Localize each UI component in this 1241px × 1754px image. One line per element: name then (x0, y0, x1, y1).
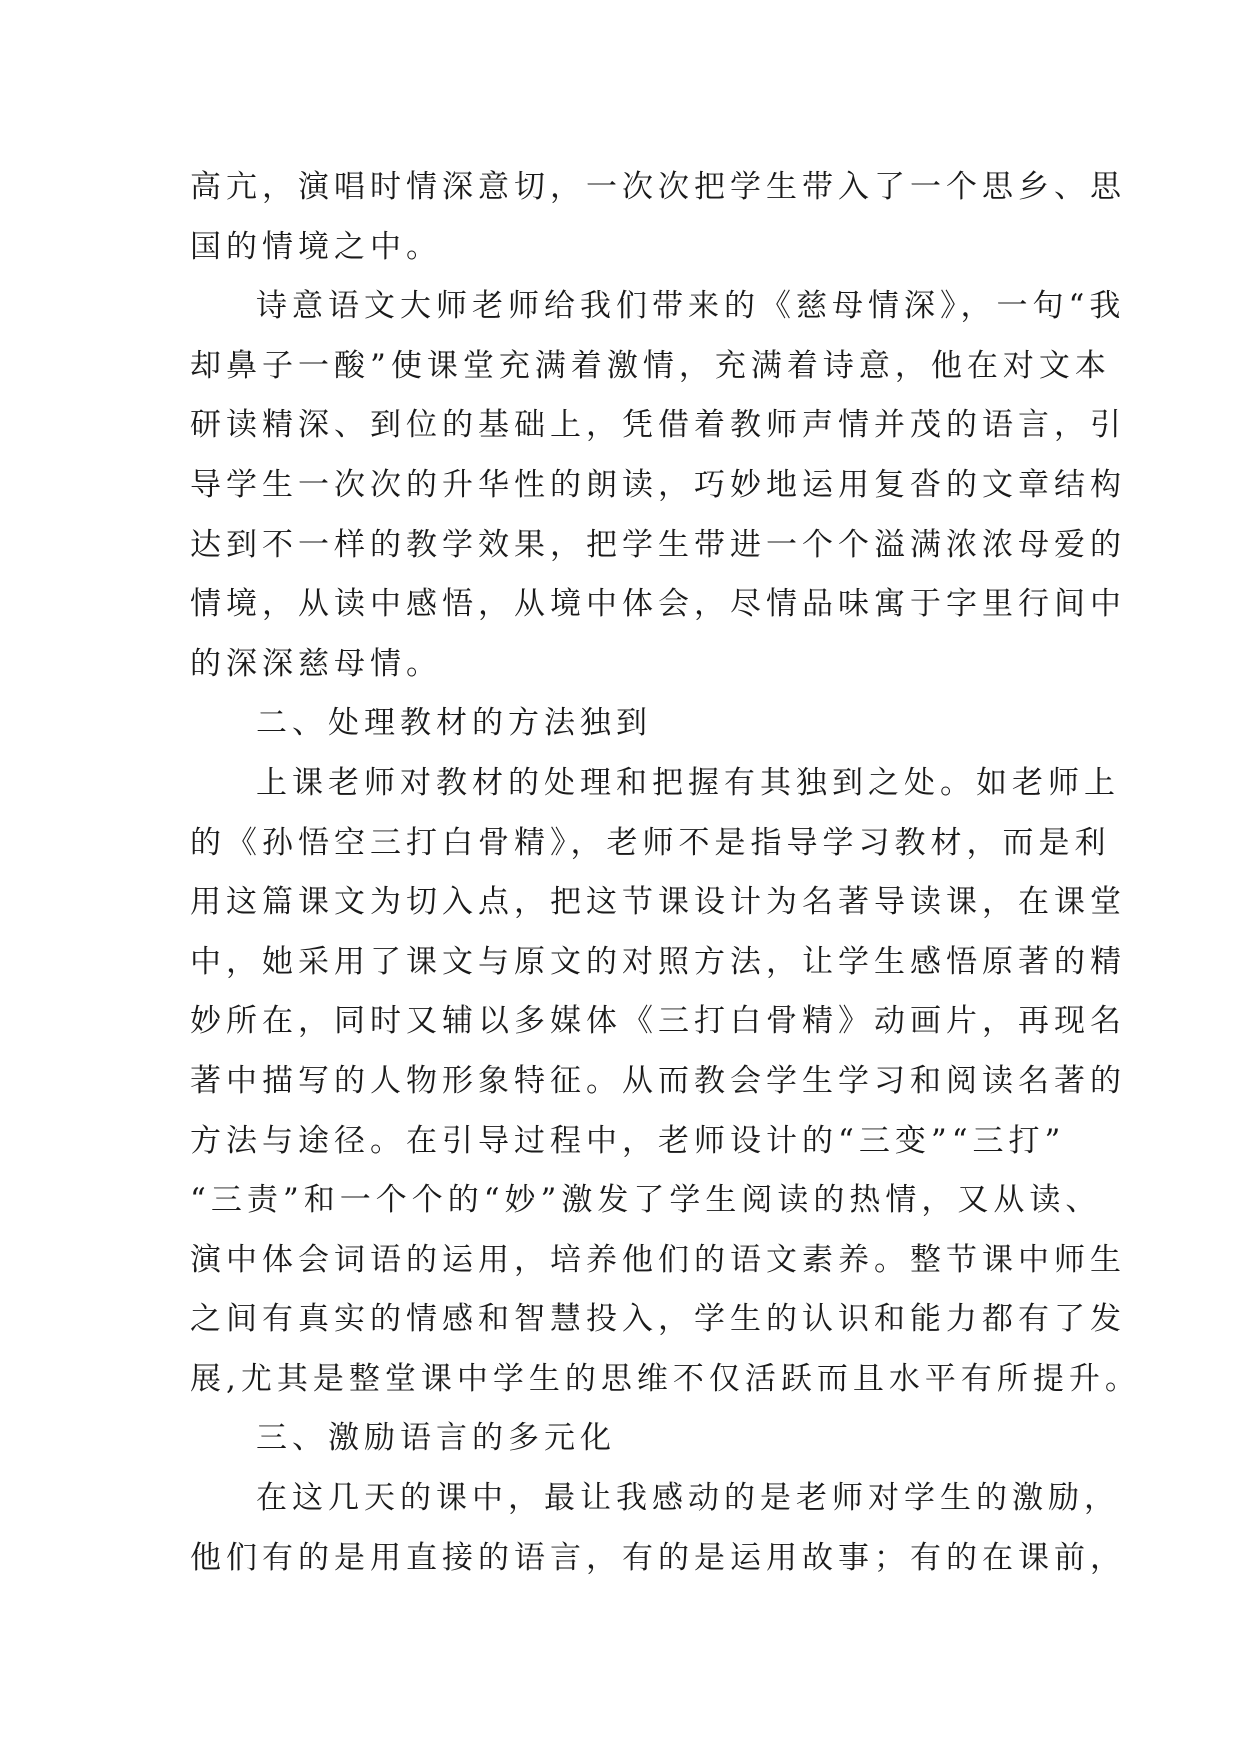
text-line: 达到不一样的教学效果，把学生带进一个个溢满浓浓母爱的 (190, 526, 1126, 563)
text-line: “三责”和一个个的“妙”激发了学生阅读的热情，又从读、 (190, 1182, 1102, 1219)
text-line: 诗意语文大师老师给我们带来的《慈母情深》，一句“我 (256, 288, 1126, 325)
document-body (190, 158, 1141, 1588)
text-line: 的《孙悟空三打白骨精》，老师不是指导学习教材，而是利 (190, 824, 1111, 861)
text-line: 却鼻子一酸”使课堂充满着激情，充满着诗意，他在对文本 (190, 347, 1111, 384)
text-line: 展,尤其是整堂课中学生的思维不仅活跃而且水平有所提升。 (190, 1360, 1141, 1397)
text-line: 研读精深、到位的基础上，凭借着教师声情并茂的语言，引 (190, 407, 1126, 444)
text-line: 在这几天的课中，最让我感动的是老师对学生的激励， (256, 1480, 1120, 1517)
text-line: 导学生一次次的升华性的朗读，巧妙地运用复沓的文章结构 (190, 466, 1126, 503)
text-line: 三、激励语言的多元化 (256, 1420, 616, 1457)
text-line: 中，她采用了课文与原文的对照方法，让学生感悟原著的精 (190, 943, 1126, 980)
text-line: 国的情境之中。 (190, 228, 442, 265)
text-line: 妙所在，同时又辅以多媒体《三打白骨精》动画片，再现名 (190, 1003, 1126, 1040)
text-line: 他们有的是用直接的语言，有的是运用故事；有的在课前， (190, 1539, 1126, 1576)
text-line: 著中描写的人物形象特征。从而教会学生学习和阅读名著的 (190, 1062, 1126, 1099)
text-line: 高亢，演唱时情深意切，一次次把学生带入了一个思乡、思 (190, 169, 1126, 205)
text-line: 演中体会词语的运用，培养他们的语文素养。整节课中师生 (190, 1241, 1126, 1278)
text-line: 之间有真实的情感和智慧投入，学生的认识和能力都有了发 (190, 1301, 1126, 1338)
text-line: 二、处理教材的方法独到 (256, 705, 652, 742)
text-line: 情境，从读中感悟，从境中体会，尽情品味寓于字里行间中 (190, 586, 1126, 623)
text-line: 用这篇课文为切入点，把这节课设计为名著导读课，在课堂 (190, 884, 1126, 921)
text-line: 上课老师对教材的处理和把握有其独到之处。如老师上 (256, 764, 1120, 801)
text-line: 方法与途径。在引导过程中，老师设计的“三变”“三打” (190, 1122, 1066, 1159)
text-line: 的深深慈母情。 (190, 645, 442, 682)
